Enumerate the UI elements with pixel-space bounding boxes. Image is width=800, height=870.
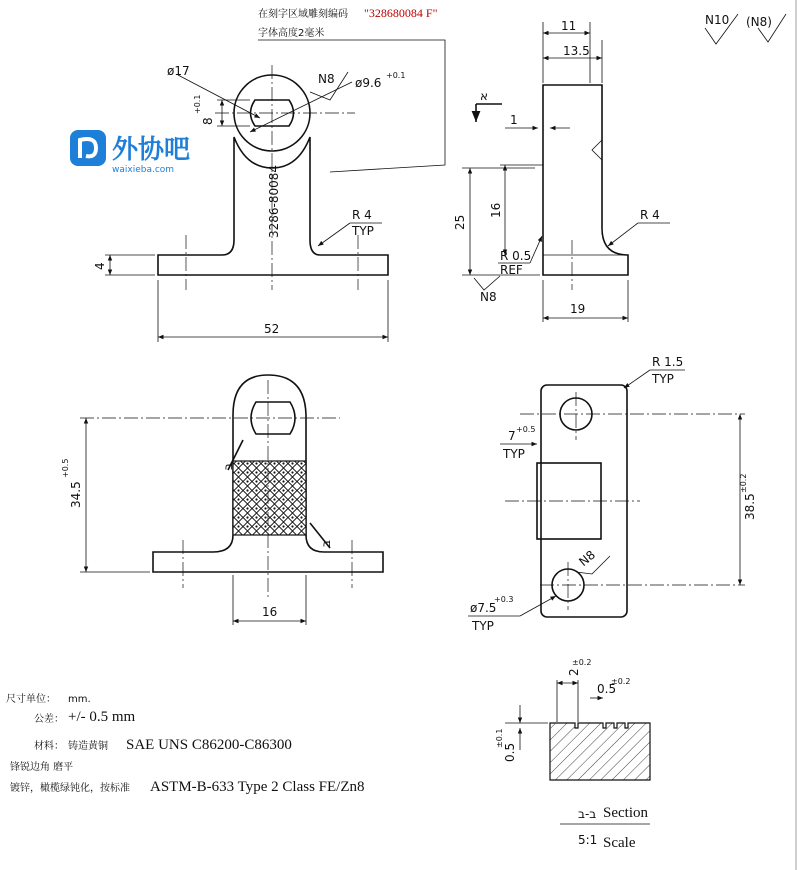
front-r4-typ: TYP: [352, 224, 374, 238]
dim345-label: 34.5: [69, 481, 83, 508]
dia96-label: ø9.6: [355, 76, 382, 90]
note-plating-value: ASTM-B-633 Type 2 Class FE/Zn8: [150, 779, 365, 795]
dim385-tol: ±0.2: [739, 473, 748, 493]
bottom-view: [61, 375, 383, 625]
dim135-label: 13.5: [563, 44, 590, 58]
dia75-label: ø7.5: [470, 601, 497, 615]
sect-dim05v-label: 0.5: [503, 742, 517, 762]
dia17-label: ø17: [167, 64, 190, 78]
logo-mark-icon: [70, 130, 106, 166]
section-hatched-body: [550, 723, 650, 780]
note-edge: 锋锐边角 磨平: [10, 762, 74, 773]
side-chamfer-detail: [592, 140, 602, 160]
section-scale: 5:1: [578, 833, 598, 847]
notes-block: [6, 692, 365, 795]
knurl-region: [233, 461, 306, 535]
section-mark-top: ב: [221, 463, 235, 470]
dim25-label: 25: [453, 214, 467, 230]
watermark-logo: [70, 130, 190, 175]
sect-dim05-label: 0.5: [597, 682, 617, 696]
note-plating-label: 镀锌，橄榄绿钝化，按标准: [10, 783, 130, 794]
dia17-leader: [178, 75, 260, 118]
section-detail: [495, 658, 650, 851]
note-tolerance-label: 公差：: [34, 714, 64, 725]
dia75-tol: +0.3: [494, 595, 514, 604]
r05-leader: [530, 236, 542, 263]
section-scale-label: Scale: [603, 835, 636, 851]
r15-leader: [624, 370, 650, 388]
surface-mark-n8-paren: (N8): [746, 15, 772, 29]
dia96-tol: +0.1: [386, 71, 406, 80]
engraving-note: [258, 6, 445, 172]
dim385-label: 38.5: [743, 493, 757, 520]
surface-check-icon: [474, 276, 500, 290]
surface-finish-marks: [705, 13, 786, 44]
front-r4-leader: [318, 223, 350, 246]
logo-text: 外协吧: [112, 135, 191, 165]
section-label: Section: [603, 805, 648, 821]
front-r4-label: R 4: [352, 208, 372, 222]
front-view: [93, 64, 405, 342]
note-tolerance-value: +/- 0.5 mm: [68, 709, 136, 725]
r15-label: R 1.5: [652, 355, 684, 369]
note-unit-value: mm.: [68, 694, 91, 705]
top-n8-label: N8: [576, 547, 599, 570]
dim1-label: 1: [510, 113, 518, 127]
top-view: [468, 355, 757, 633]
dim52-label: 52: [264, 322, 280, 336]
note-material-label: 材料：: [34, 741, 64, 752]
r15-typ: TYP: [652, 372, 674, 386]
front-n8-label: N8: [318, 72, 335, 86]
dim8-tol: +0.1: [193, 94, 202, 114]
dia75-leader: [520, 596, 556, 616]
dim11-label: 11: [561, 19, 577, 33]
dim8-label: 8: [201, 117, 215, 125]
dim7-tol: +0.5: [516, 425, 536, 434]
side-n8-label: N8: [480, 290, 497, 304]
dim16-label: 16: [489, 202, 503, 218]
engraving-note-line1: 在刻字区域雕刻编码: [258, 9, 348, 20]
section-mark-bottom: ב: [319, 540, 333, 547]
engraved-code-vertical: 3286-80084: [267, 164, 281, 238]
side-r4-leader: [608, 223, 638, 246]
r05-label: R 0.5: [500, 249, 532, 263]
dim345-tol: +0.5: [61, 458, 70, 478]
engraving-code: "328680084 F": [364, 6, 438, 20]
dim7-typ: TYP: [503, 447, 525, 461]
dia75-typ: TYP: [472, 619, 494, 633]
dim7-label: 7: [508, 429, 516, 443]
note-unit-label: 尺寸单位：: [6, 694, 56, 705]
sect-dim2-label: 2: [567, 668, 581, 676]
side-r4-label: R 4: [640, 208, 660, 222]
r05-ref: REF: [500, 263, 523, 277]
section-letter-aleph: א: [480, 89, 489, 103]
note-material-value: SAE UNS C86200-C86300: [126, 737, 292, 753]
side-view: [453, 19, 670, 322]
dim4-label: 4: [93, 262, 107, 270]
dim19-label: 19: [570, 302, 586, 316]
side-view-outline: [543, 85, 628, 275]
note-material-cn: 铸造黄铜: [68, 741, 108, 752]
top-boss-rect: [537, 463, 601, 539]
engraving-note-line2: 字体高度2毫米: [258, 28, 325, 39]
engraving-leader: [258, 40, 445, 172]
sect-dim05v-tol: ±0.1: [495, 728, 504, 748]
sect-dim05-tol: ±0.2: [611, 677, 631, 686]
logo-url: waixieba.com: [112, 165, 175, 175]
sect-dim2-tol: ±0.2: [572, 658, 592, 667]
surface-mark-n10: N10: [705, 13, 730, 27]
bottom-dim16-label: 16: [262, 605, 278, 619]
section-letters: ב-ב: [578, 807, 597, 821]
